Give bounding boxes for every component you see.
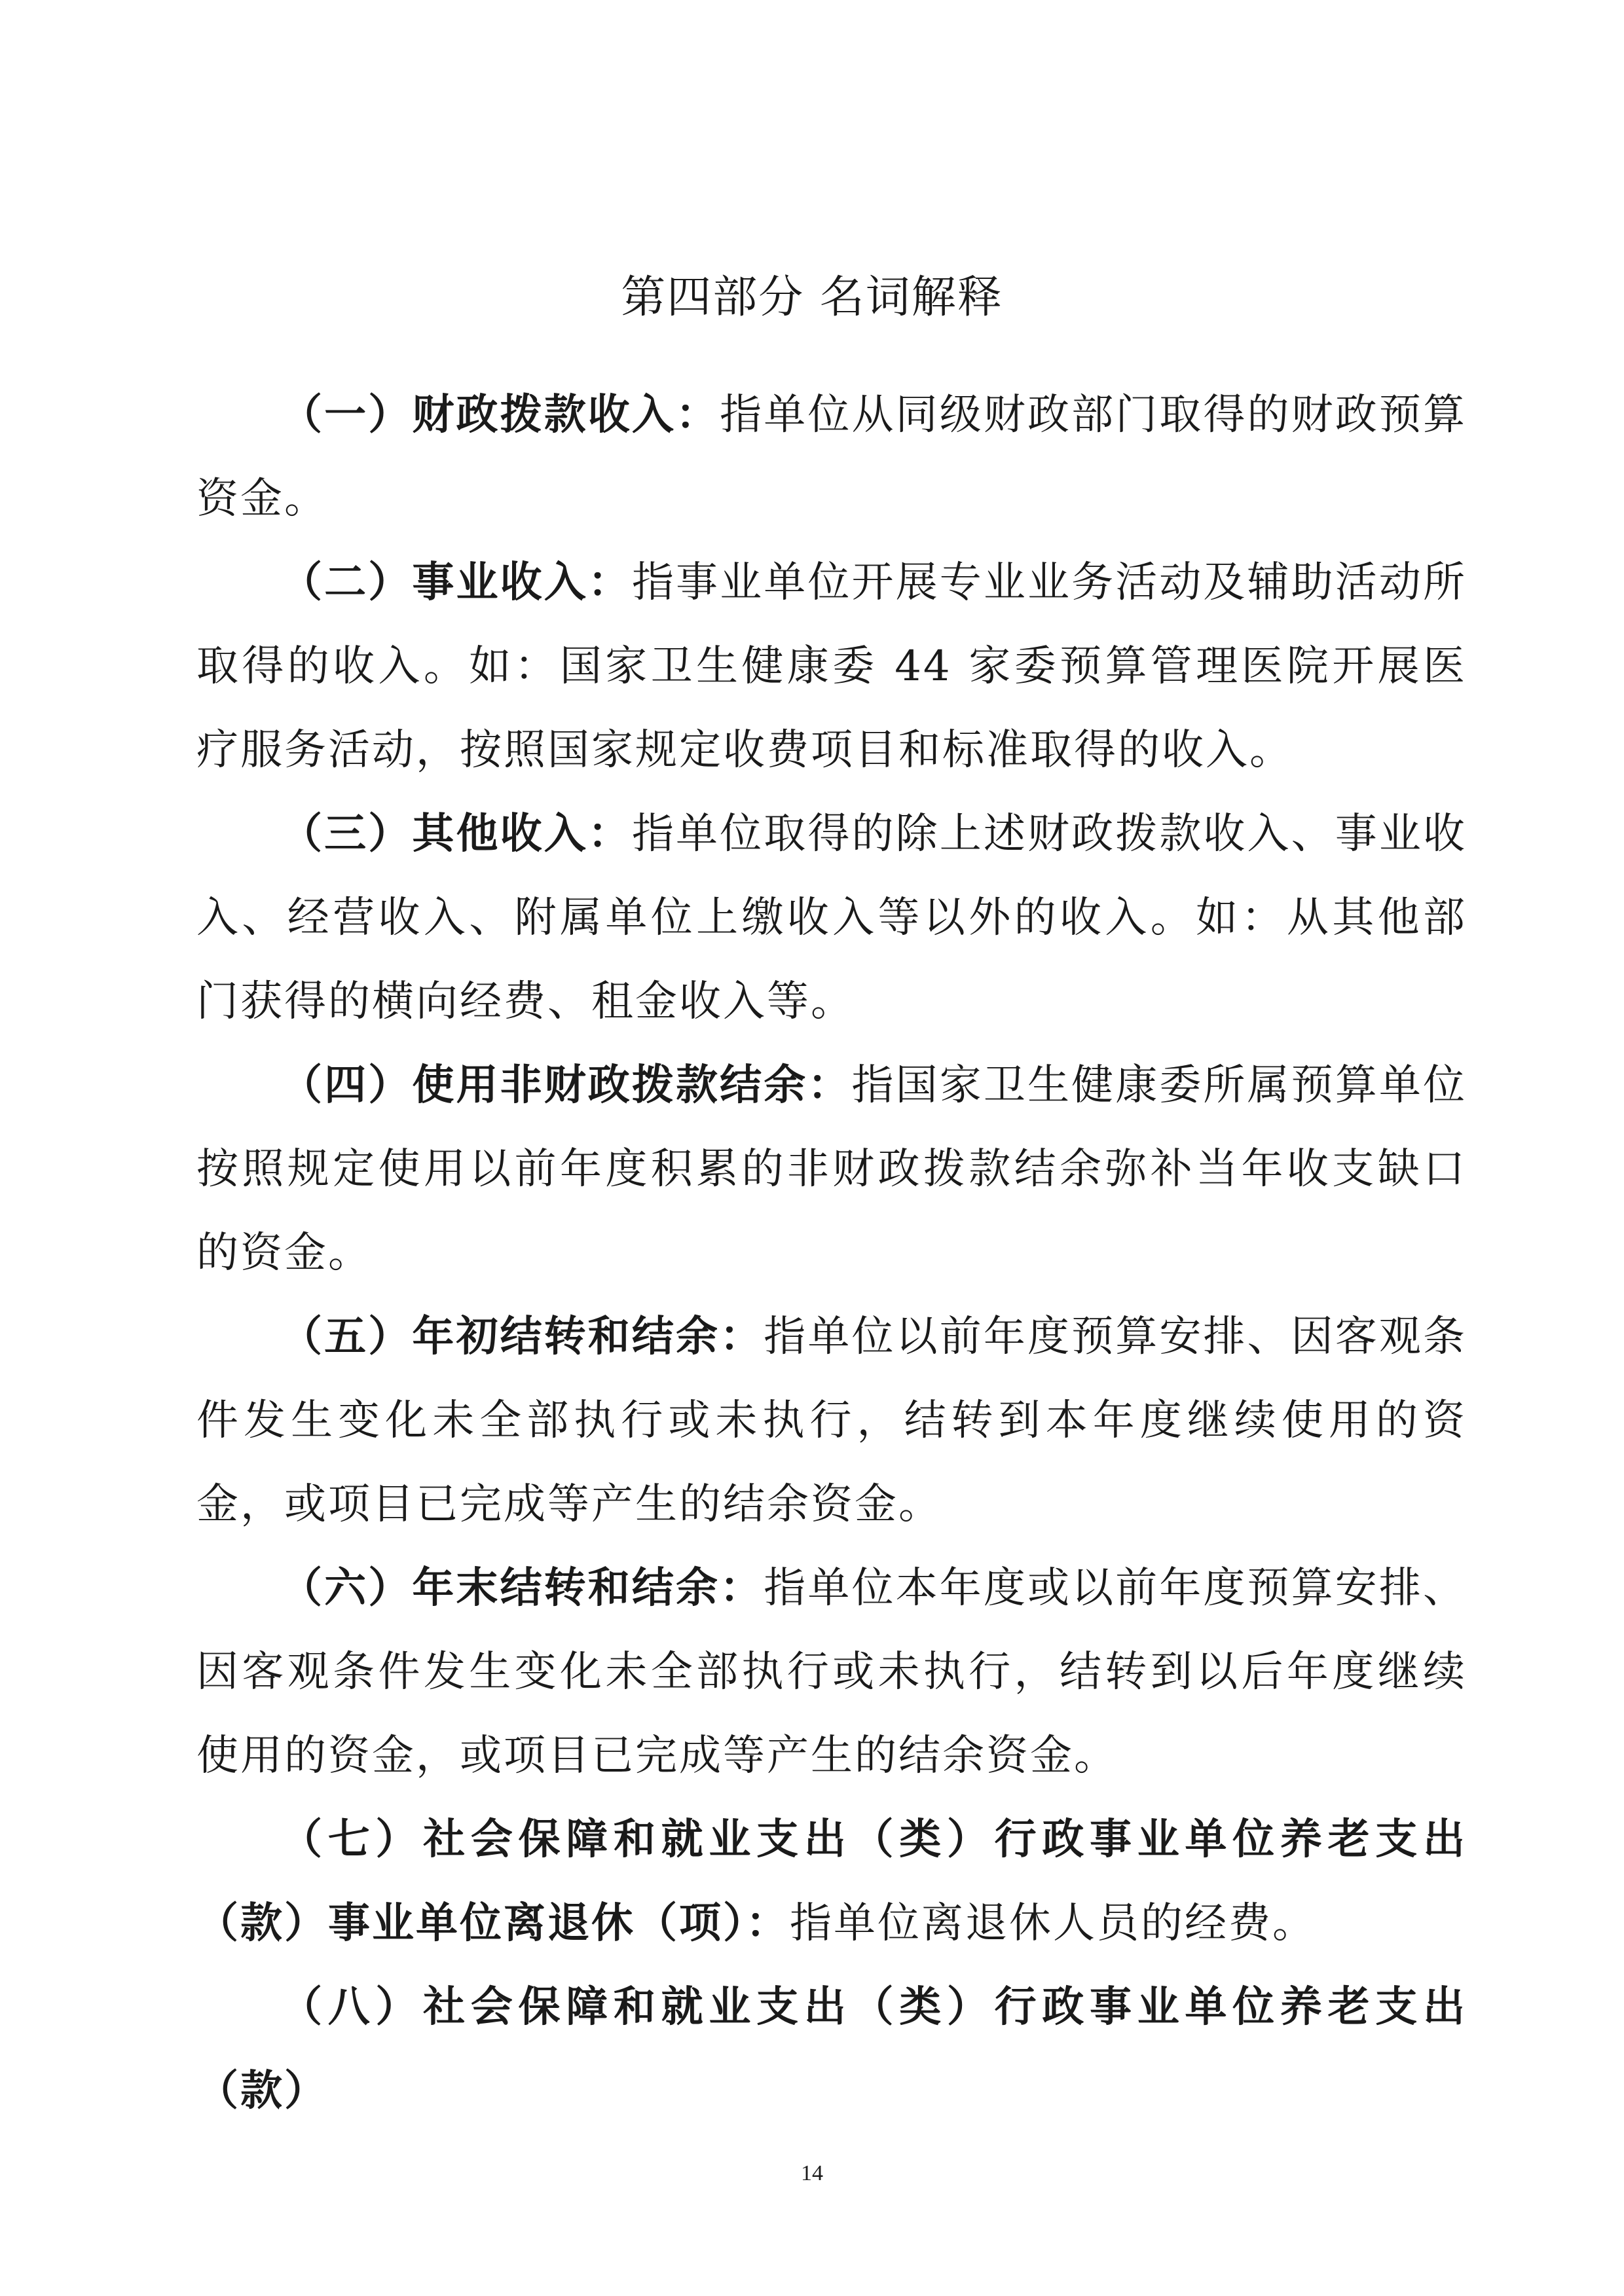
definition-term: （四）使用非财政拨款结余： <box>280 1061 852 1110</box>
definition-item-2 <box>196 541 1467 792</box>
definition-item-8 <box>196 1965 1467 2133</box>
definition-desc: 指单位离退休人员的经费。 <box>790 1899 1316 1948</box>
definition-term: （六）年末结转和结余： <box>280 1564 764 1613</box>
definition-term: （八）社会保障和就业支出（类）行政事业单位养老支出（款） <box>196 1983 1467 2115</box>
page-title: 第四部分 名词解释 <box>621 272 1003 323</box>
definition-item-6 <box>196 1546 1467 1798</box>
definition-item-5 <box>196 1295 1467 1546</box>
definition-term: （五）年初结转和结余： <box>280 1313 764 1361</box>
definition-term: （二）事业收入： <box>280 558 632 607</box>
definitions-list <box>196 373 1467 2133</box>
definition-desc: 指单位从同级财政部门取得的财政预算资金。 <box>196 391 1467 523</box>
definition-desc: 指事业单位开展专业业务活动及辅助活动所取得的收入。如：国家卫生健康委 44 家委预算管理医院开展医疗服务活动，按照国家规定收费项目和标准取得的收入。 <box>196 558 1467 774</box>
definition-term: （一）财政拨款收入： <box>280 391 720 439</box>
definition-desc: 指单位本年度或以前年度预算安排、因客观条件发生变化未全部执行或未执行，结转到以后年度继续使用的资金，或项目已完成等产生的结余资金。 <box>196 1564 1467 1780</box>
definition-item-1 <box>196 373 1467 541</box>
definition-term: （三）其他收入： <box>280 810 632 858</box>
definition-term: （七）社会保障和就业支出（类）行政事业单位养老支出（款）事业单位离退休（项）： <box>196 1815 1467 1948</box>
page-number: 14 <box>801 2161 823 2185</box>
definition-item-7 <box>196 1798 1467 1965</box>
definition-desc: 指国家卫生健康委所属预算单位按照规定使用以前年度积累的非财政拨款结余弥补当年收支缺口的资金。 <box>196 1061 1467 1277</box>
definition-item-4 <box>196 1044 1467 1295</box>
definition-desc: 指单位以前年度预算安排、因客观条件发生变化未全部执行或未执行，结转到本年度继续使用的资金，或项目已完成等产生的结余资金。 <box>196 1313 1467 1529</box>
definition-item-3 <box>196 792 1467 1044</box>
definition-desc: 指单位取得的除上述财政拨款收入、事业收入、经营收入、附属单位上缴收入等以外的收入。如：从其他部门获得的横向经费、租金收入等。 <box>196 810 1467 1026</box>
